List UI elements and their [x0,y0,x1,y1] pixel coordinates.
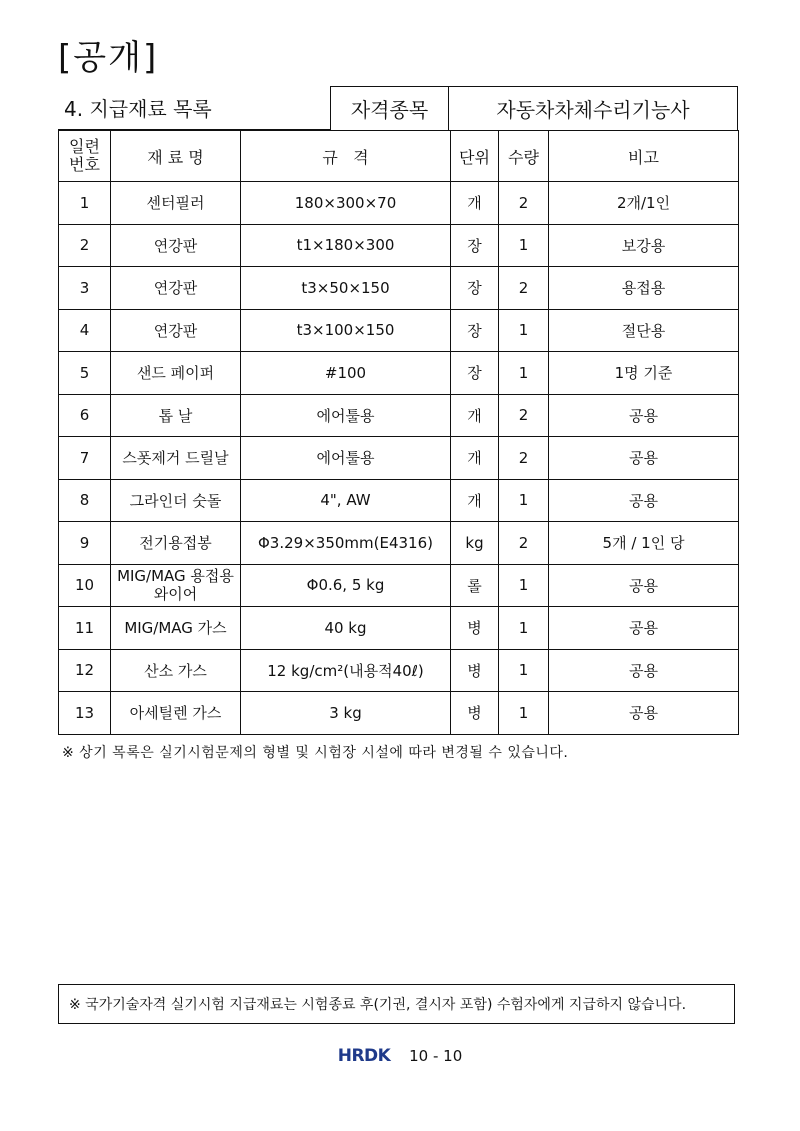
qualification-label: 자격종목 [331,87,449,130]
table-row [59,564,739,607]
cell-material-name: 샌드 페이퍼 [111,352,241,395]
cell-unit: 장 [451,267,499,310]
col-header-unit: 단위 [451,131,499,182]
cell-unit: 장 [451,224,499,267]
cell-material-name: 아세틸렌 가스 [111,692,241,735]
materials-table [58,130,739,735]
cell-serial: 10 [59,564,111,607]
cell-unit: 병 [451,692,499,735]
page-number: 10 - 10 [409,1047,463,1065]
notice-text: ※ 국가기술자격 실기시험 지급재료는 시험종료 후(기권, 결시자 포함) 수험자에게 지급하지 않습니다. [69,997,687,1013]
cell-unit: 롤 [451,564,499,607]
cell-qty: 1 [499,352,549,395]
table-row [59,437,739,480]
cell-unit: kg [451,522,499,565]
cell-material-name: 연강판 [111,224,241,267]
cell-qty: 2 [499,182,549,225]
table-row [59,479,739,522]
cell-remark: 공용 [549,437,739,480]
cell-qty: 1 [499,564,549,607]
cell-material-name: 연강판 [111,309,241,352]
cell-spec: 에어툴용 [241,394,451,437]
cell-unit: 개 [451,394,499,437]
cell-qty: 1 [499,479,549,522]
table-row [59,267,739,310]
section-title: 4. 지급재료 목록 [58,87,331,130]
table-row [59,649,739,692]
cell-qty: 2 [499,522,549,565]
cell-spec: 180×300×70 [241,182,451,225]
cell-remark: 2개/1인 [549,182,739,225]
cell-remark: 1명 기준 [549,352,739,395]
cell-serial: 8 [59,479,111,522]
cell-serial: 5 [59,352,111,395]
cell-unit: 장 [451,309,499,352]
table-header-row [59,131,739,182]
cell-spec: 3 kg [241,692,451,735]
cell-remark: 용접용 [549,267,739,310]
cell-serial: 1 [59,182,111,225]
table-row [59,607,739,650]
cell-qty: 1 [499,649,549,692]
cell-serial: 3 [59,267,111,310]
cell-spec: Φ3.29×350mm(E4316) [241,522,451,565]
table-row [59,394,739,437]
change-note: ※ 상기 목록은 실기시험문제의 형별 및 시험장 시설에 따라 변경될 수 있습니다. [62,745,569,761]
cell-remark: 절단용 [549,309,739,352]
cell-spec: 12 kg/cm²(내용적40ℓ) [241,649,451,692]
cell-spec: #100 [241,352,451,395]
col-header-spec: 규 격 [241,131,451,182]
table-row [59,224,739,267]
cell-material-name: MIG/MAG 가스 [111,607,241,650]
table-row [59,692,739,735]
cell-spec: 4", AW [241,479,451,522]
cell-unit: 장 [451,352,499,395]
cell-qty: 1 [499,309,549,352]
cell-serial: 6 [59,394,111,437]
cell-serial: 7 [59,437,111,480]
public-tag: [공개] [58,38,159,78]
page-footer [0,1046,800,1066]
cell-remark: 공용 [549,564,739,607]
hrdk-logo: HRDK [337,1046,391,1066]
cell-qty: 1 [499,607,549,650]
cell-spec: t1×180×300 [241,224,451,267]
cell-unit: 개 [451,182,499,225]
cell-remark: 공용 [549,692,739,735]
cell-qty: 2 [499,437,549,480]
cell-serial: 11 [59,607,111,650]
cell-remark: 보강용 [549,224,739,267]
cell-unit: 병 [451,607,499,650]
cell-qty: 1 [499,692,549,735]
cell-material-name: MIG/MAG 용접용 와이어 [111,564,241,607]
col-header-qty: 수량 [499,131,549,182]
cell-serial: 12 [59,649,111,692]
table-row [59,309,739,352]
cell-material-name: 센터필러 [111,182,241,225]
cell-serial: 9 [59,522,111,565]
cell-material-name: 스폿제거 드릴날 [111,437,241,480]
notice-box [58,984,735,1024]
col-header-name: 재 료 명 [111,131,241,182]
cell-remark: 공용 [549,607,739,650]
cell-qty: 2 [499,267,549,310]
col-header-serial-label: 일련 번호 [69,137,100,174]
cell-material-name: 연강판 [111,267,241,310]
cell-spec: t3×100×150 [241,309,451,352]
cell-spec: 40 kg [241,607,451,650]
cell-qty: 2 [499,394,549,437]
cell-material-name: 산소 가스 [111,649,241,692]
cell-serial: 13 [59,692,111,735]
col-header-remark: 비고 [549,131,739,182]
cell-unit: 병 [451,649,499,692]
cell-spec: t3×50×150 [241,267,451,310]
cell-remark: 공용 [549,394,739,437]
cell-unit: 개 [451,479,499,522]
cell-material-name: 전기용접봉 [111,522,241,565]
cell-material-name: 톱 날 [111,394,241,437]
cell-spec: 에어툴용 [241,437,451,480]
cell-unit: 개 [451,437,499,480]
table-row [59,182,739,225]
table-row [59,352,739,395]
cell-serial: 4 [59,309,111,352]
cell-material-name: 그라인더 숫돌 [111,479,241,522]
section-header [58,86,738,130]
cell-qty: 1 [499,224,549,267]
cell-remark: 5개 / 1인 당 [549,522,739,565]
qualification-value: 자동차차체수리기능사 [449,87,738,130]
col-header-serial [59,131,111,182]
cell-spec: Φ0.6, 5 kg [241,564,451,607]
cell-remark: 공용 [549,649,739,692]
cell-remark: 공용 [549,479,739,522]
table-row [59,522,739,565]
cell-serial: 2 [59,224,111,267]
